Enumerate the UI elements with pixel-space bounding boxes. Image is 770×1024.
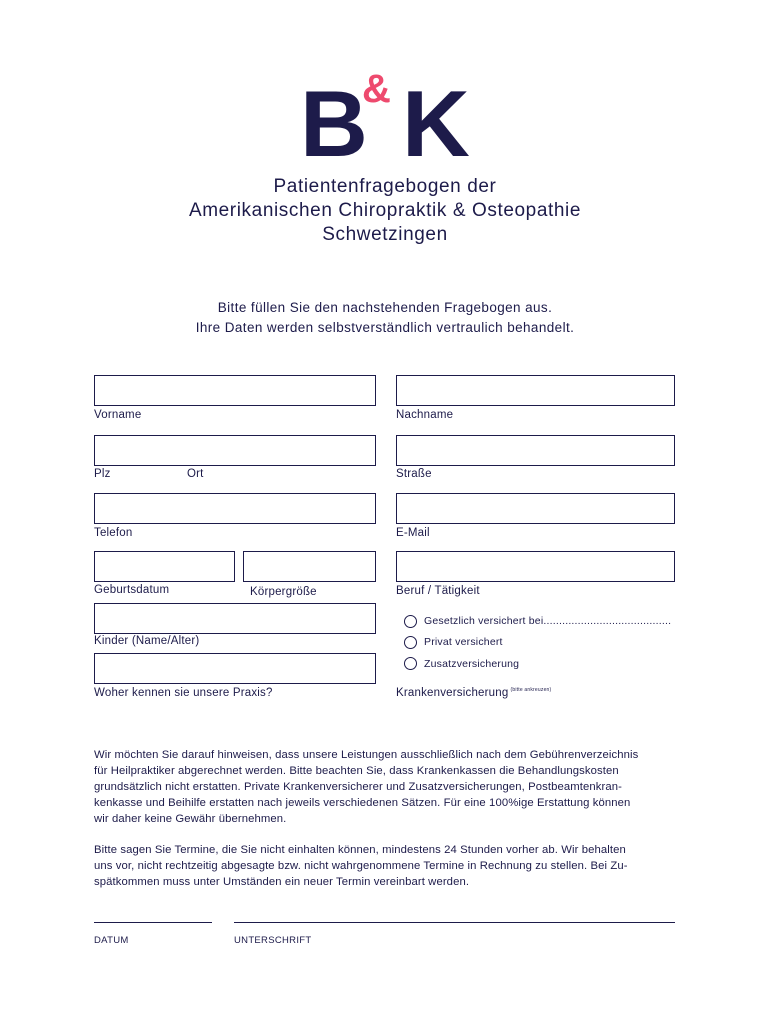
strasse-label: Straße	[396, 468, 432, 480]
logo-ampersand: &	[362, 68, 391, 111]
hinweis-line-5: wir daher keine Gewähr übernehmen.	[94, 813, 287, 825]
page-title-line-3: Schwetzingen	[322, 224, 448, 245]
unterschrift-line[interactable]	[234, 922, 675, 923]
gesetzlich-radio[interactable]	[404, 615, 417, 628]
kinder-input[interactable]	[94, 603, 376, 634]
vorname-input[interactable]	[94, 375, 376, 406]
beruf-input[interactable]	[396, 551, 675, 582]
privat-radio[interactable]	[404, 636, 417, 649]
woher-label: Woher kennen sie unsere Praxis?	[94, 687, 273, 699]
beruf-label: Beruf / Tätigkeit	[396, 585, 480, 597]
termin-line-2: uns vor, nicht rechtzeitig abgesagte bzw. nicht wahrgenommene Termine in Rechnung zu stellen. Bei Zu-	[94, 860, 628, 872]
email-label: E-Mail	[396, 527, 430, 539]
krankenversicherung-label	[396, 687, 551, 699]
unterschrift-label: UNTERSCHRIFT	[234, 935, 312, 946]
termin-line-1: Bitte sagen Sie Termine, die Sie nicht einhalten können, mindestens 24 Stunden vorher ab. Wir behalten	[94, 844, 626, 856]
page-title-line-1: Patientenfragebogen der	[273, 176, 497, 197]
plz-ort-input[interactable]	[94, 435, 376, 466]
datum-line[interactable]	[94, 922, 212, 923]
zusatz-label: Zusatzversicherung	[424, 658, 520, 670]
hinweis-line-4: kenkasse und Beihilfe erstatten nach jeweils verschiedenen Sätzen. Für eine 100%ige Erstattung können	[94, 797, 631, 809]
hinweis-line-2: für Heilpraktiker abgerechnet werden. Bitte beachten Sie, dass Krankenkassen die Behandlungskosten	[94, 765, 619, 777]
gesetzlich-label: Gesetzlich versichert bei.........................................	[424, 615, 672, 627]
nachname-label: Nachname	[396, 409, 454, 421]
plz-label: Plz	[94, 468, 111, 480]
geburtsdatum-input[interactable]	[94, 551, 235, 582]
intro-line-2: Ihre Daten werden selbstverständlich vertraulich behandelt.	[195, 320, 575, 335]
geburtsdatum-label: Geburtsdatum	[94, 584, 170, 596]
telefon-input[interactable]	[94, 493, 376, 524]
kinder-label: Kinder (Name/Alter)	[94, 635, 200, 647]
privat-label: Privat versichert	[424, 636, 503, 648]
nachname-input[interactable]	[396, 375, 675, 406]
hinweis-line-1: Wir möchten Sie darauf hinweisen, dass unsere Leistungen ausschließlich nach dem Gebührenverzeichnis	[94, 749, 639, 761]
zusatz-radio[interactable]	[404, 657, 417, 670]
email-input[interactable]	[396, 493, 675, 524]
vorname-label: Vorname	[94, 409, 142, 421]
bk-logo	[300, 68, 470, 160]
woher-input[interactable]	[94, 653, 376, 684]
logo-letter-b: B	[300, 71, 368, 160]
termin-line-3: spätkommen muss unter Umständen ein neuer Termin vereinbart werden.	[94, 876, 470, 888]
datum-label: DATUM	[94, 935, 129, 946]
krankenversicherung-text: Krankenversicherung	[396, 687, 509, 699]
koerpergroesse-input[interactable]	[243, 551, 376, 582]
intro-line-1: Bitte füllen Sie den nachstehenden Fragebogen aus.	[217, 300, 553, 315]
page-title-line-2: Amerikanischen Chiropraktik & Osteopathie	[188, 200, 582, 221]
telefon-label: Telefon	[94, 527, 133, 539]
logo-letter-k: K	[402, 71, 470, 160]
hinweis-line-3: grundsätzlich nicht erstatten. Private Krankenversicherer und Zusatzversicherungen, Postbeamtenkran-	[94, 781, 623, 793]
ort-label: Ort	[187, 468, 204, 480]
ankreuzen-note: (bitte ankreuzen)	[510, 687, 552, 693]
strasse-input[interactable]	[396, 435, 675, 466]
koerpergroesse-label: Körpergröße	[250, 586, 317, 598]
